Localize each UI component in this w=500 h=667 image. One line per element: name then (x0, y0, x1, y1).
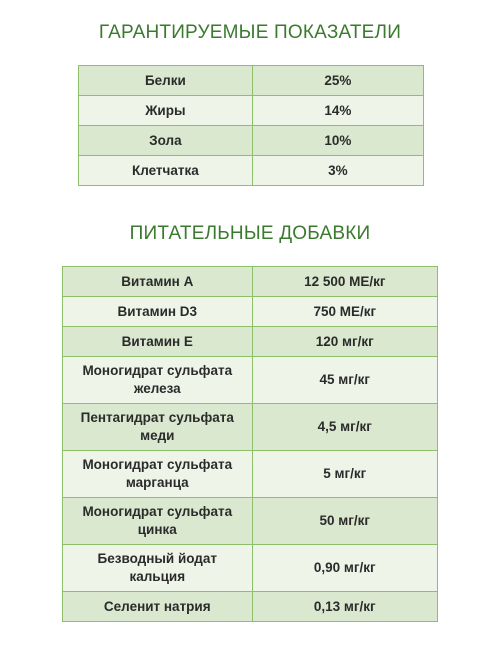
row-name (63, 498, 253, 545)
table-row (63, 592, 438, 622)
row-value: 10% (252, 126, 423, 156)
table-row (63, 451, 438, 498)
row-value: 0,13 мг/кг (252, 592, 437, 622)
row-name-line: Витамин D3 (117, 303, 198, 319)
row-name: Белки (79, 66, 253, 96)
row-name-line: Моногидрат сульфата (82, 504, 233, 519)
guaranteed-indicators-title: ГАРАНТИРУЕМЫЕ ПОКАЗАТЕЛИ (98, 22, 402, 43)
table-row (63, 357, 438, 404)
row-name-line: Безводный йодат (97, 551, 218, 566)
table-row (63, 327, 438, 357)
row-name (63, 267, 253, 297)
row-value: 750 МЕ/кг (252, 297, 437, 327)
row-name-line: Селенит натрия (103, 598, 211, 614)
row-name-line: марганца (125, 475, 189, 490)
table-row (79, 66, 424, 96)
row-name (63, 297, 253, 327)
row-value: 45 мг/кг (252, 357, 437, 404)
row-value: 12 500 МЕ/кг (252, 267, 437, 297)
row-name (63, 451, 253, 498)
row-name (63, 592, 253, 622)
row-value: 14% (252, 96, 423, 126)
table-row (63, 498, 438, 545)
row-value: 4,5 мг/кг (252, 404, 437, 451)
row-name (63, 327, 253, 357)
row-name (63, 404, 253, 451)
table-row (79, 126, 424, 156)
row-name-line: Моногидрат сульфата (82, 363, 233, 378)
guaranteed-indicators-table (78, 65, 424, 186)
row-name (63, 545, 253, 592)
row-name: Зола (79, 126, 253, 156)
table-row (79, 96, 424, 126)
row-name-line: Моногидрат сульфата (82, 457, 233, 472)
row-value: 50 мг/кг (252, 498, 437, 545)
row-name (63, 357, 253, 404)
table-row (63, 297, 438, 327)
row-value: 0,90 мг/кг (252, 545, 437, 592)
nutritional-additives-title: ПИТАТЕЛЬНЫЕ ДОБАВКИ (129, 223, 371, 244)
row-name-line: цинка (137, 522, 177, 537)
table-row (63, 267, 438, 297)
row-name: Жиры (79, 96, 253, 126)
nutritional-additives-table (62, 266, 438, 622)
row-value: 25% (252, 66, 423, 96)
row-name-line: Витамин А (121, 273, 194, 289)
row-value: 120 мг/кг (252, 327, 437, 357)
row-name-line: Витамин Е (121, 333, 193, 349)
table-row (79, 156, 424, 186)
row-value: 5 мг/кг (252, 451, 437, 498)
row-name-line: железа (133, 381, 181, 396)
row-name-line: кальция (129, 569, 186, 584)
row-name-line: Пентагидрат сульфата (80, 410, 234, 425)
row-name-line: меди (140, 428, 175, 443)
table-row (63, 545, 438, 592)
row-name: Клетчатка (79, 156, 253, 186)
row-value: 3% (252, 156, 423, 186)
table-row (63, 404, 438, 451)
